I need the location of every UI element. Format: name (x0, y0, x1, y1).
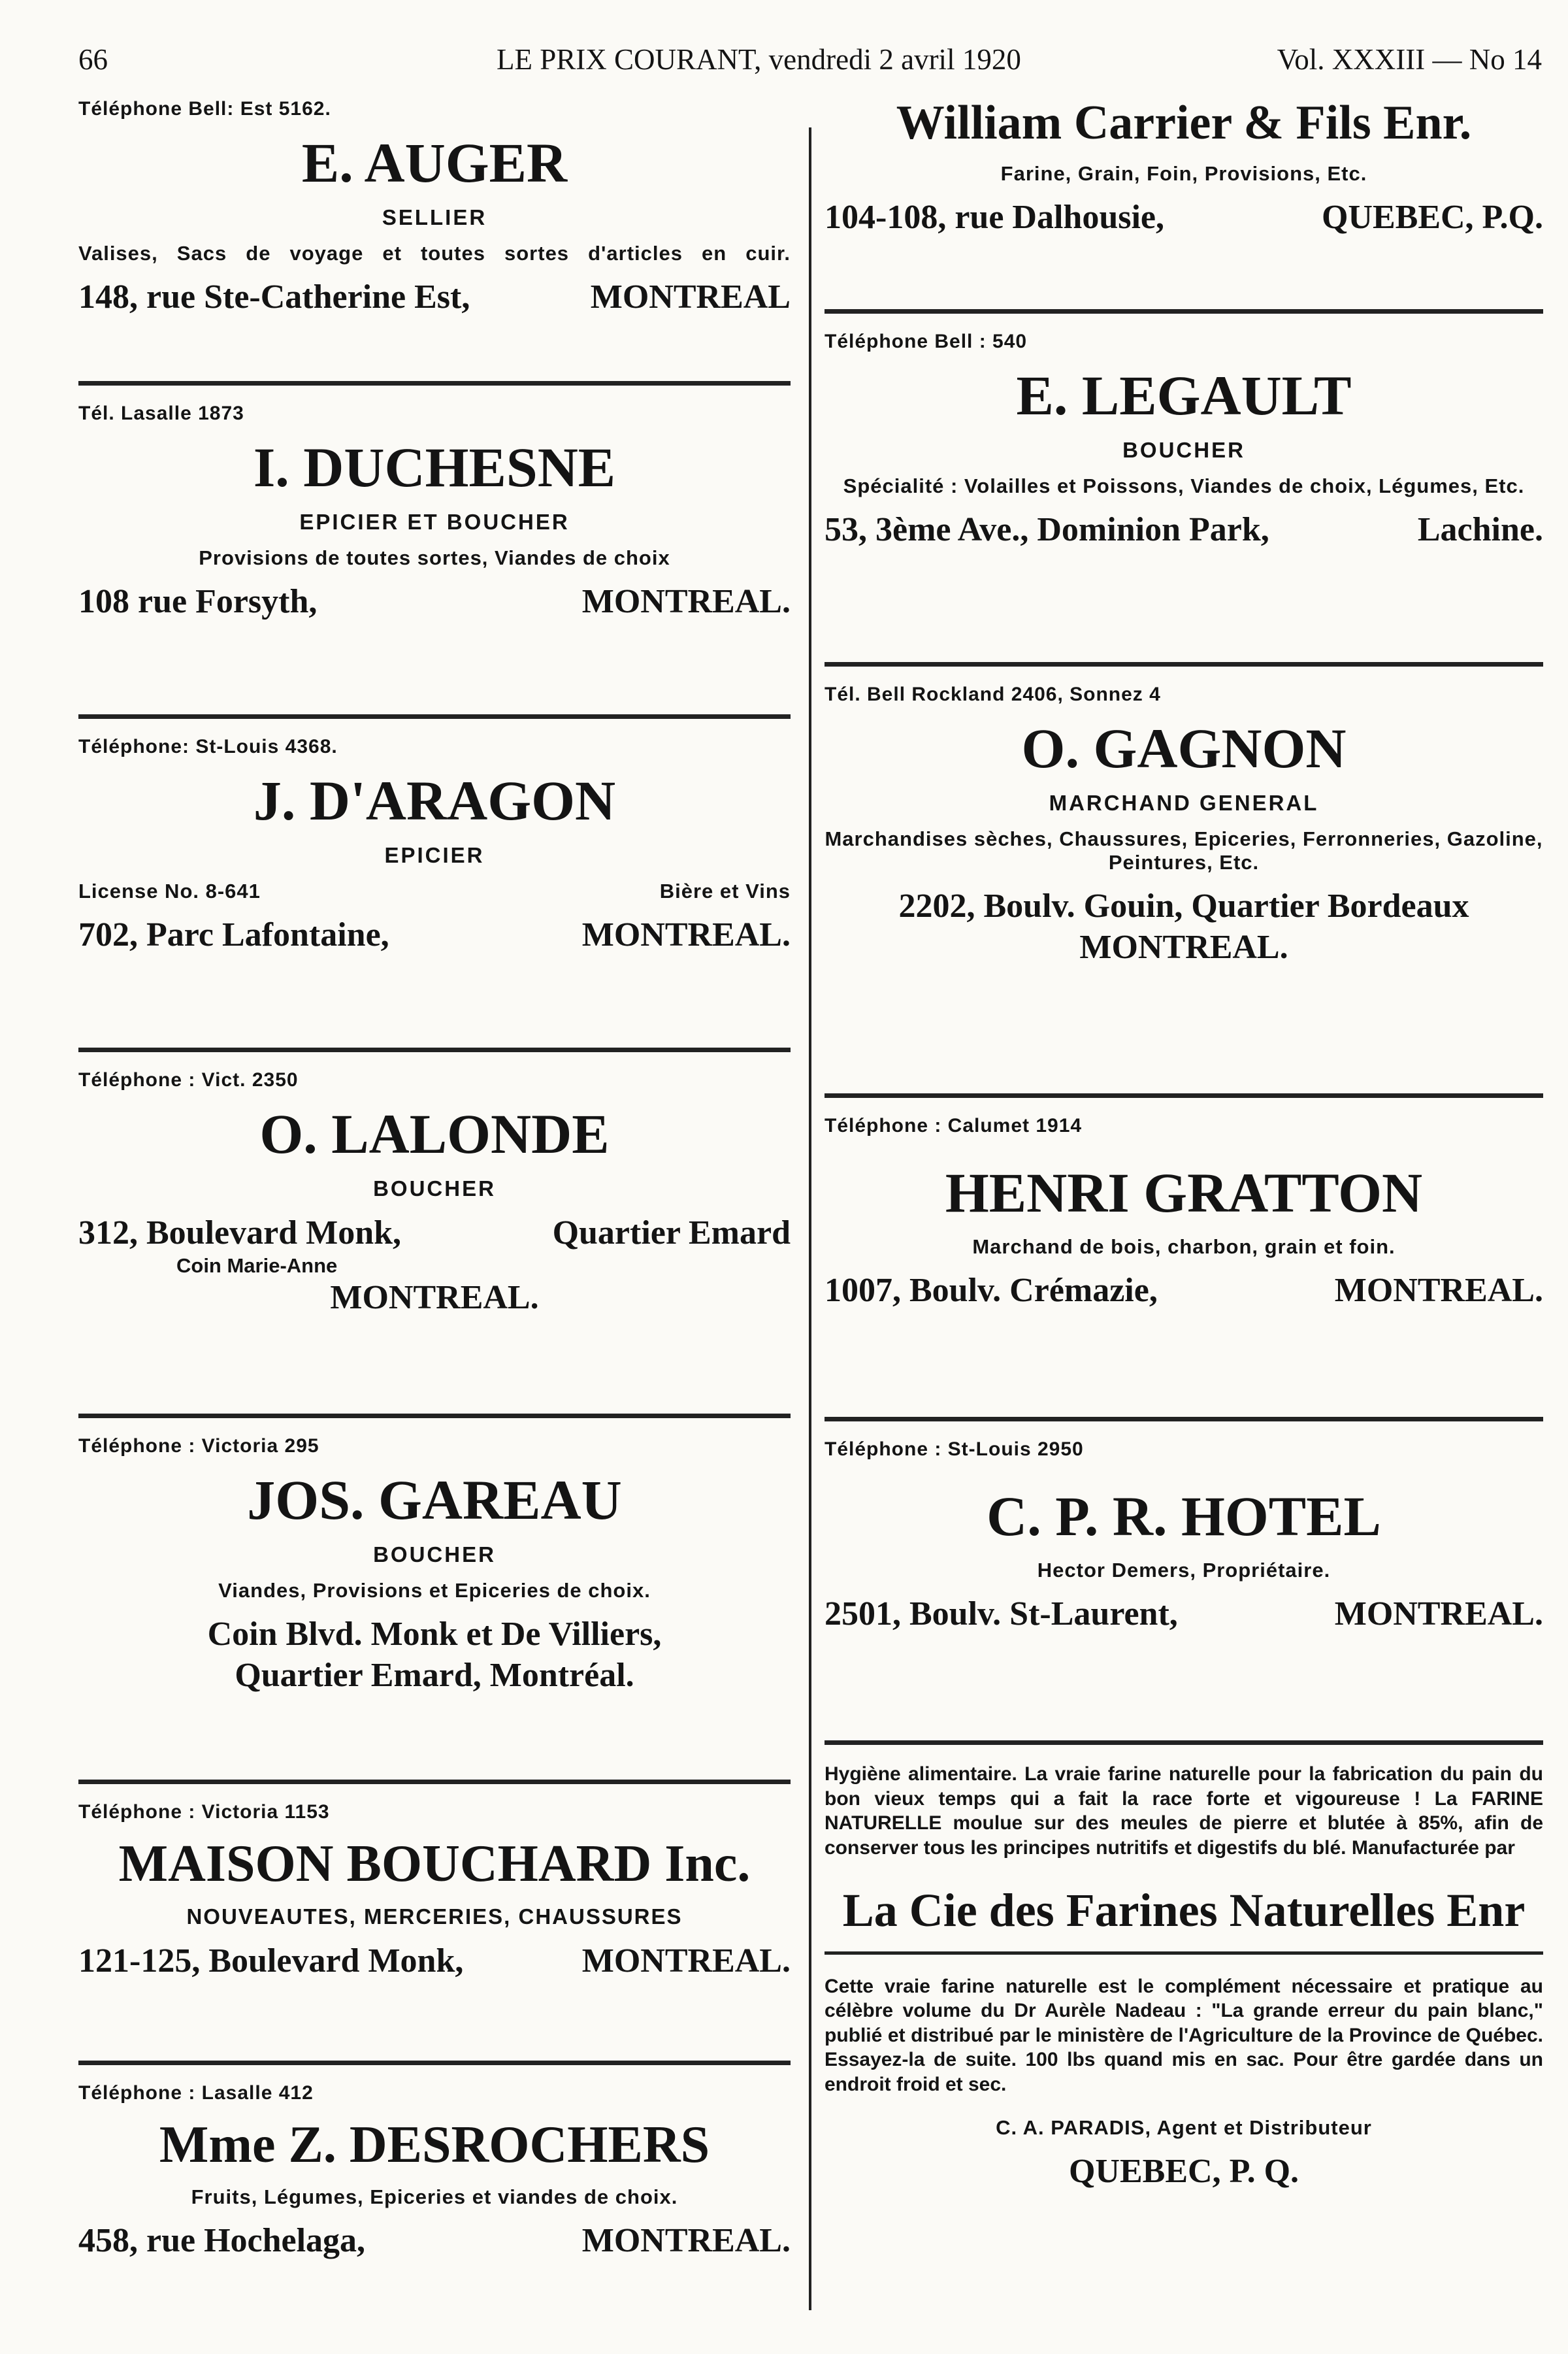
ad-description: Marchandises sèches, Chaussures, Epiceries, Ferronneries, Gazoline, Peintures, Etc. (825, 827, 1543, 874)
ad-trade: BOUCHER (373, 1542, 496, 1567)
ad-description: Provisions de toutes sortes, Viandes de choix (199, 546, 670, 570)
ad-city: MONTREAL. (330, 1278, 539, 1316)
ad-name: J. D'ARAGON (253, 769, 616, 832)
ad-address-row (78, 582, 791, 622)
ad-city: MONTREAL. (581, 1942, 791, 1980)
page-header (78, 37, 1542, 82)
ad-city: MONTREAL. (1334, 1595, 1543, 1633)
ad-address-row (78, 1213, 791, 1253)
ad-license-row (78, 880, 791, 903)
ad-address: 108 rue Forsyth, (78, 583, 318, 621)
ad-city: QUEBEC, P.Q. (1321, 198, 1543, 236)
ad-city: MONTREAL. (581, 916, 791, 954)
ad-address: 458, rue Hochelaga, (78, 2222, 366, 2259)
ad-legault (825, 314, 1543, 667)
ad-farines-naturelles (825, 1745, 1543, 2268)
ad-description: Farine, Grain, Foin, Provisions, Etc. (1000, 161, 1367, 185)
ad-address-line1: 2202, Boulv. Gouin, Quartier Bordeaux (898, 887, 1469, 925)
ad-address: 702, Parc Lafontaine, (78, 916, 389, 954)
volume-number: Vol. XXXIII — No 14 (1277, 43, 1542, 76)
ad-name: La Cie des Farines Naturelles Enr (825, 1886, 1543, 1955)
ad-name: William Carrier & Fils Enr. (896, 96, 1472, 150)
ad-city-row (78, 1278, 791, 1318)
ad-trade: MARCHAND GENERAL (1049, 791, 1319, 816)
ad-address-row (825, 1270, 1543, 1311)
ad-address-block (825, 886, 1543, 968)
ad-address-row (78, 2221, 791, 2261)
column-divider (809, 127, 811, 2310)
ad-name: O. LALONDE (259, 1102, 610, 1165)
ad-address-block (78, 1614, 791, 1696)
page-number: 66 (78, 43, 108, 76)
ad-city: QUEBEC, P. Q. (1068, 2153, 1299, 2191)
ad-name: Mme Z. DESROCHERS (159, 2116, 710, 2174)
ad-bouchard (78, 1784, 791, 2065)
publication-title: LE PRIX COURANT, vendredi 2 avril 1920 (497, 43, 1021, 76)
ad-city: MONTREAL. (581, 2222, 791, 2259)
ad-name: I. DUCHESNE (253, 436, 616, 499)
ad-telephone: Téléphone : Victoria 295 (78, 1435, 319, 1457)
ad-name: C. P. R. HOTEL (987, 1485, 1381, 1548)
ad-name: JOS. GAREAU (247, 1468, 622, 1531)
ad-lalonde (78, 1052, 791, 1418)
ad-carrier (825, 98, 1543, 314)
ad-description: Fruits, Légumes, Epiceries et viandes de choix. (191, 2185, 678, 2208)
ad-city: Lachine. (1417, 511, 1543, 549)
ad-telephone: Téléphone : Lasalle 412 (78, 2082, 314, 2104)
ad-name: E. AUGER (301, 131, 568, 194)
ad-name: O. GAGNON (1021, 717, 1347, 780)
ad-description: Marchand de bois, charbon, grain et foin. (972, 1235, 1396, 1259)
ad-license: License No. 8-641 (78, 880, 261, 903)
ad-description: Valises, Sacs de voyage et toutes sortes d'articles en cuir. (78, 242, 791, 265)
ad-description: Spécialité : Volailles et Poissons, Viandes de choix, Légumes, Etc. (843, 474, 1525, 498)
ad-city: MONTREAL (590, 278, 791, 316)
ad-gareau (78, 1418, 791, 1784)
ad-address-row (825, 197, 1543, 238)
ad-trade: BOUCHER (1122, 438, 1245, 463)
ad-daragon (78, 719, 791, 1052)
ad-description: Viandes, Provisions et Epiceries de choix. (218, 1579, 651, 1602)
ad-name: MAISON BOUCHARD Inc. (118, 1835, 751, 1893)
ad-corner: Coin Marie-Anne (176, 1253, 338, 1277)
ad-telephone: Téléphone : St-Louis 2950 (825, 1438, 1084, 1460)
ad-telephone: Téléphone: St-Louis 4368. (78, 736, 338, 757)
left-column (78, 98, 791, 2340)
ad-address-row (78, 915, 791, 955)
ad-address-row (78, 277, 791, 318)
ad-city: MONTREAL. (581, 583, 791, 621)
ad-address: 121-125, Boulevard Monk, (78, 1942, 464, 1980)
ad-address: 104-108, rue Dalhousie, (825, 198, 1164, 236)
ad-city-row (825, 2151, 1543, 2192)
ad-address: 53, 3ème Ave., Dominion Park, (825, 511, 1269, 549)
ad-agent: C. A. PARADIS, Agent et Distributeur (996, 2116, 1372, 2140)
ad-trade: NOUVEAUTES, MERCERIES, CHAUSSURES (186, 1904, 683, 1929)
ad-address-row (78, 1941, 791, 1981)
ad-name: E. LEGAULT (1016, 364, 1352, 427)
ad-trade: BOUCHER (373, 1176, 496, 1201)
ad-address: 1007, Boulv. Crémazie, (825, 1272, 1158, 1310)
ad-trade: SELLIER (382, 205, 487, 230)
ad-telephone: Téléphone : Calumet 1914 (825, 1115, 1083, 1136)
ad-extra: Bière et Vins (659, 880, 791, 903)
ad-address-line1: Coin Blvd. Monk et De Villiers, (207, 1616, 662, 1653)
ad-intro: Hygiène alimentaire. La vraie farine naturelle pour la fabrication du pain du bon vieux temps qui a fait la race forte et vigoureuse ! La FARINE NATURELLE moulue sur des meules de pierre et blutée à 85%, afin de conserver tous les principes nutritifs et digestifs du blé. Manufacturée par (825, 1763, 1543, 1859)
ad-body: Cette vraie farine naturelle est le complément nécessaire et pratique au célèbre volume du Dr Aurèle Nadeau : "La grande erreur du pain blanc," publié et distribué par le ministère de l'Agriculture de la Province de Québec. Essayez-la de suite. 100 lbs quand mis en sac. Pour être gardée dans un endroit froid et sec. (825, 1975, 1543, 2095)
ad-description: Hector Demers, Propriétaire. (1037, 1559, 1331, 1582)
ad-auger (78, 98, 791, 386)
ad-trade: EPICIER (384, 843, 485, 868)
ad-gagnon (825, 667, 1543, 1098)
ad-name: HENRI GRATTON (945, 1161, 1423, 1224)
ad-cpr-hotel (825, 1421, 1543, 1745)
ad-telephone: Téléphone : Vict. 2350 (78, 1069, 299, 1091)
ad-desrochers (78, 2065, 791, 2340)
ad-gratton (825, 1098, 1543, 1421)
ad-district: Quartier Emard (552, 1214, 791, 1252)
ad-address-line2: MONTREAL. (1079, 928, 1288, 966)
ad-address: 312, Boulevard Monk, (78, 1214, 402, 1252)
ad-address-line2: Quartier Emard, Montréal. (235, 1656, 634, 1694)
ad-address: 2501, Boulv. St-Laurent, (825, 1595, 1178, 1633)
ad-telephone: Téléphone Bell : 540 (825, 331, 1028, 352)
ad-address-row (825, 510, 1543, 550)
ad-telephone: Téléphone : Victoria 1153 (78, 1801, 330, 1823)
ad-trade: EPICIER ET BOUCHER (299, 510, 570, 535)
ad-duchesne (78, 386, 791, 719)
ad-telephone: Téléphone Bell: Est 5162. (78, 98, 331, 120)
ad-address-row (825, 1594, 1543, 1634)
ad-telephone: Tél. Bell Rockland 2406, Sonnez 4 (825, 684, 1161, 705)
ad-city: MONTREAL. (1334, 1272, 1543, 1310)
ad-telephone: Tél. Lasalle 1873 (78, 403, 244, 424)
right-column (825, 98, 1543, 2268)
ad-address: 148, rue Ste-Catherine Est, (78, 278, 470, 316)
